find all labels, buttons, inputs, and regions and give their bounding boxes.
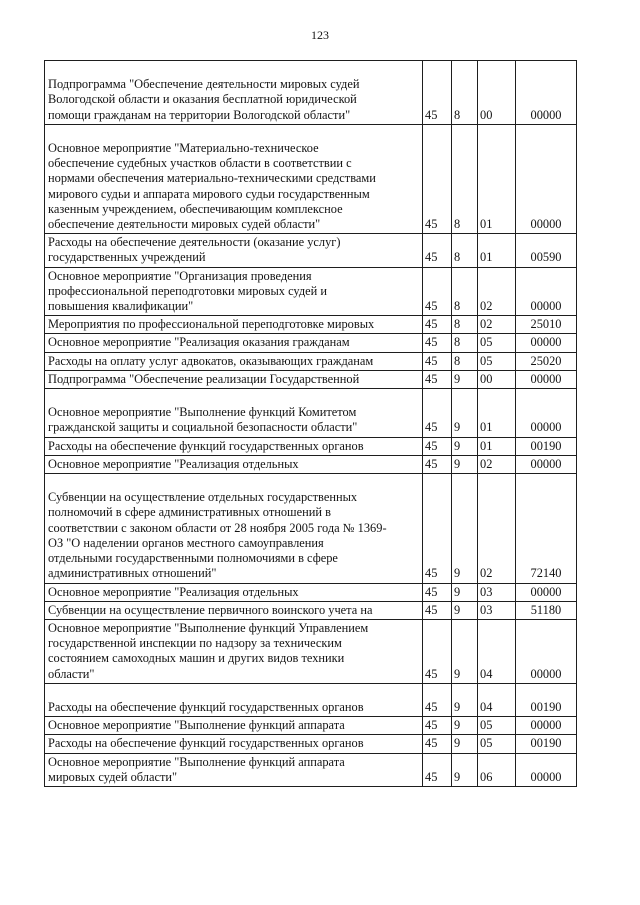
code-cell-3: 01 — [478, 234, 516, 267]
row-name-cell: Расходы на обеспечение функций государственных органов — [45, 437, 423, 455]
code-cell-4: 00000 — [516, 389, 577, 438]
row-name-cell: Основное мероприятие "Организация проведения профессиональной переподготовки мировых судей и повышения квалификации" — [45, 267, 423, 316]
code-cell-3: 05 — [478, 735, 516, 753]
code-cell-2: 9 — [452, 683, 478, 716]
code-cell-1: 45 — [423, 370, 452, 388]
code-cell-1: 45 — [423, 683, 452, 716]
code-cell-1: 45 — [423, 389, 452, 438]
row-name-cell: Основное мероприятие "Выполнение функций аппарата — [45, 717, 423, 735]
code-cell-3: 04 — [478, 619, 516, 683]
table-row — [45, 316, 577, 334]
code-cell-1: 45 — [423, 619, 452, 683]
code-cell-1: 45 — [423, 124, 452, 233]
code-cell-2: 8 — [452, 334, 478, 352]
code-cell-4: 00000 — [516, 370, 577, 388]
table-row — [45, 61, 577, 125]
code-cell-2: 9 — [452, 753, 478, 786]
code-cell-1: 45 — [423, 474, 452, 583]
code-cell-3: 06 — [478, 753, 516, 786]
row-name-cell: Основное мероприятие "Реализация отдельных — [45, 583, 423, 601]
table-row — [45, 352, 577, 370]
code-cell-4: 00000 — [516, 455, 577, 473]
code-cell-3: 04 — [478, 683, 516, 716]
row-name-cell: Основное мероприятие "Реализация отдельных — [45, 455, 423, 473]
code-cell-3: 02 — [478, 455, 516, 473]
code-cell-1: 45 — [423, 352, 452, 370]
code-cell-2: 9 — [452, 619, 478, 683]
code-cell-3: 02 — [478, 316, 516, 334]
code-cell-2: 9 — [452, 389, 478, 438]
code-cell-4: 00000 — [516, 61, 577, 125]
table-row — [45, 683, 577, 716]
code-cell-2: 8 — [452, 124, 478, 233]
row-name-cell: Расходы на оплату услуг адвокатов, оказывающих гражданам — [45, 352, 423, 370]
table-row — [45, 389, 577, 438]
code-cell-2: 9 — [452, 717, 478, 735]
row-name-cell: Расходы на обеспечение деятельности (оказание услуг) государственных учреждений — [45, 234, 423, 267]
code-cell-3: 02 — [478, 267, 516, 316]
table-row — [45, 124, 577, 233]
code-cell-1: 45 — [423, 267, 452, 316]
code-cell-2: 9 — [452, 474, 478, 583]
code-cell-4: 00000 — [516, 717, 577, 735]
row-name-cell: Расходы на обеспечение функций государственных органов — [45, 735, 423, 753]
code-cell-2: 9 — [452, 370, 478, 388]
table-row — [45, 601, 577, 619]
page-number: 123 — [311, 28, 329, 42]
code-cell-3: 01 — [478, 389, 516, 438]
code-cell-2: 9 — [452, 601, 478, 619]
code-cell-4: 00590 — [516, 234, 577, 267]
code-cell-4: 00190 — [516, 683, 577, 716]
code-cell-2: 9 — [452, 455, 478, 473]
code-cell-3: 05 — [478, 352, 516, 370]
row-name-cell: Основное мероприятие "Реализация оказания гражданам — [45, 334, 423, 352]
row-name-cell: Подпрограмма "Обеспечение деятельности мировых судей Вологодской области и оказания бесплатной юридической помощи гражданам на территории Вологодской области" — [45, 61, 423, 125]
row-name-cell: Расходы на обеспечение функций государственных органов — [45, 683, 423, 716]
table-row — [45, 474, 577, 583]
table-row — [45, 267, 577, 316]
table-row — [45, 717, 577, 735]
table-row — [45, 334, 577, 352]
code-cell-4: 72140 — [516, 474, 577, 583]
code-cell-2: 8 — [452, 316, 478, 334]
code-cell-2: 9 — [452, 437, 478, 455]
code-cell-2: 8 — [452, 234, 478, 267]
row-name-cell: Основное мероприятие "Выполнение функций аппарата мировых судей области" — [45, 753, 423, 786]
code-cell-3: 03 — [478, 583, 516, 601]
code-cell-1: 45 — [423, 437, 452, 455]
table-row — [45, 735, 577, 753]
code-cell-1: 45 — [423, 735, 452, 753]
code-cell-4: 00000 — [516, 124, 577, 233]
code-cell-2: 8 — [452, 267, 478, 316]
code-cell-1: 45 — [423, 61, 452, 125]
row-name-cell: Субвенции на осуществление отдельных государственных полномочий в сфере административных отношений в соответствии с законом области от 28 ноября 2005 года № 1369- ОЗ "О наделении органов местного самоуправления отдельными государственными полномочиями в сфере административных отношений" — [45, 474, 423, 583]
code-cell-3: 03 — [478, 601, 516, 619]
code-cell-4: 00190 — [516, 437, 577, 455]
table-row — [45, 370, 577, 388]
code-cell-4: 00000 — [516, 334, 577, 352]
row-name-cell: Основное мероприятие "Материально-техническое обеспечение судебных участков области в соответствии с нормами обеспечения материально-техническими средствами мирового судьи и аппарата мирового судьи государственным казенным учреждением, обеспечивающим комплексное обеспечение деятельности мировых судей области" — [45, 124, 423, 233]
code-cell-4: 00000 — [516, 583, 577, 601]
table-row — [45, 619, 577, 683]
code-cell-3: 05 — [478, 717, 516, 735]
row-name-cell: Мероприятия по профессиональной переподготовке мировых — [45, 316, 423, 334]
table-row — [45, 455, 577, 473]
code-cell-4: 00000 — [516, 619, 577, 683]
code-cell-1: 45 — [423, 583, 452, 601]
code-cell-1: 45 — [423, 753, 452, 786]
table-row — [45, 753, 577, 786]
code-cell-4: 25010 — [516, 316, 577, 334]
code-cell-1: 45 — [423, 316, 452, 334]
code-cell-2: 8 — [452, 352, 478, 370]
code-cell-1: 45 — [423, 334, 452, 352]
code-cell-2: 8 — [452, 61, 478, 125]
code-cell-3: 01 — [478, 437, 516, 455]
code-cell-2: 9 — [452, 583, 478, 601]
row-name-cell: Субвенции на осуществление первичного воинского учета на — [45, 601, 423, 619]
table-row — [45, 437, 577, 455]
code-cell-4: 25020 — [516, 352, 577, 370]
code-cell-1: 45 — [423, 455, 452, 473]
code-cell-1: 45 — [423, 601, 452, 619]
table-row — [45, 583, 577, 601]
code-cell-3: 01 — [478, 124, 516, 233]
code-cell-1: 45 — [423, 717, 452, 735]
code-cell-3: 05 — [478, 334, 516, 352]
code-cell-4: 00000 — [516, 267, 577, 316]
row-name-cell: Основное мероприятие "Выполнение функций Управлением государственной инспекции по надзору за техническим состоянием самоходных машин и других видов техники области" — [45, 619, 423, 683]
table-row — [45, 234, 577, 267]
code-cell-4: 00190 — [516, 735, 577, 753]
row-name-cell: Подпрограмма "Обеспечение реализации Государственной — [45, 370, 423, 388]
code-cell-3: 00 — [478, 370, 516, 388]
code-cell-4: 00000 — [516, 753, 577, 786]
code-cell-4: 51180 — [516, 601, 577, 619]
code-cell-1: 45 — [423, 234, 452, 267]
code-cell-3: 00 — [478, 61, 516, 125]
row-name-cell: Основное мероприятие "Выполнение функций Комитетом гражданской защиты и социальной безопасности области" — [45, 389, 423, 438]
budget-classification-table — [44, 60, 577, 787]
code-cell-3: 02 — [478, 474, 516, 583]
code-cell-2: 9 — [452, 735, 478, 753]
